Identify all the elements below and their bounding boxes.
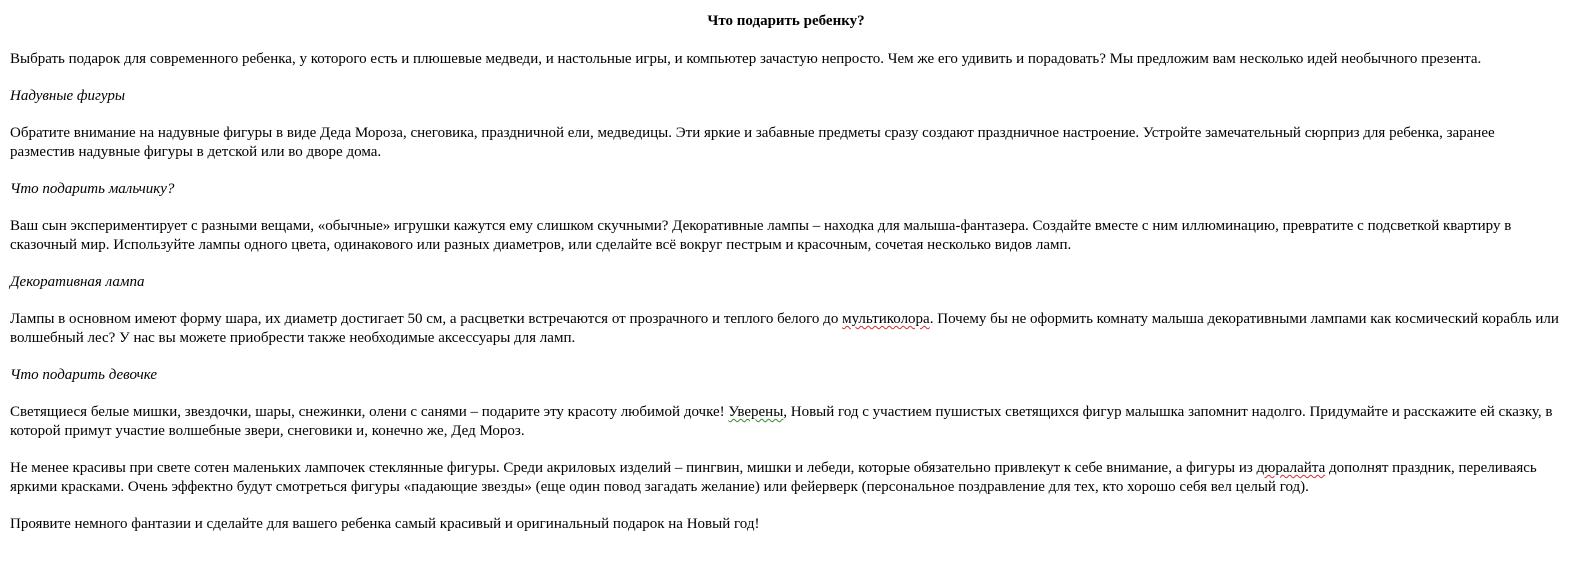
document-body xyxy=(10,0,1562,534)
paragraph-glass-figures-part2: дополнят праздник, переливаясь яркими красками. Очень эффектно будут смотреться фигуры «падающие звезды» (еще один повод загадать желание) или фейерверк (персональное поздравление для тех, кто хорошо себя вел целый год). xyxy=(10,460,1537,495)
paragraph-gift-for-girl-part2: , Новый год с участием пушистых светящихся фигур малышка запомнит надолго. Придумайте и расскажите ей сказку, в которой примут участие волшебные звери, снеговики и, конечно же, Дед Мороз. xyxy=(10,404,1553,439)
spelling-error-word[interactable]: мультиколора xyxy=(842,311,930,327)
paragraph-glass-figures-part1: Не менее красивы при свете сотен маленьких лампочек стеклянные фигуры. Среди акриловых изделий – пингвин, мишки и лебеди, которые обязательно привлекут к себе внимание, а фигуры из xyxy=(10,460,1257,476)
heading-gift-for-boy: Что подарить мальчику? xyxy=(10,181,175,197)
paragraph-gift-for-girl xyxy=(10,403,1562,441)
paragraph-gift-for-boy: Ваш сын экспериментирует с разными вещами, «обычные» игрушки кажутся ему слишком скучными? Декоративные лампы – находка для малыша-фантазера. Создайте вместе с ним иллюминацию, превратите с подсветкой квартиру в сказочный мир. Используйте лампы одного цвета, одинакового или разных диаметров, или сделайте всё вокруг пестрым и красочным, сочетая несколько видов ламп. xyxy=(10,218,1512,253)
paragraph-inflatable-figures: Обратите внимание на надувные фигуры в виде Деда Мороза, снеговика, праздничной ели, медведицы. Эти яркие и забавные предметы сразу создают праздничное настроение. Устройте замечательный сюрприз для ребенка, заранее разместив надувные фигуры в детской или во дворе дома. xyxy=(10,125,1495,160)
heading-inflatable-figures: Надувные фигуры xyxy=(10,88,126,104)
heading-decorative-lamp: Декоративная лампа xyxy=(10,274,145,290)
heading-gift-for-girl: Что подарить девочке xyxy=(10,367,158,383)
grammar-error-word[interactable]: Уверены xyxy=(728,404,784,420)
paragraph-decorative-lamp xyxy=(10,310,1562,348)
paragraph-gift-for-girl-part1: Светящиеся белые мишки, звездочки, шары, снежинки, олени с санями – подарите эту красоту любимой дочке! xyxy=(10,404,729,420)
paragraph-decorative-lamp-part1: Лампы в основном имеют форму шара, их диаметр достигает 50 см, а расцветки встречаются от прозрачного и теплого белого до xyxy=(10,311,843,327)
document-title: Что подарить ребенку? xyxy=(707,13,865,29)
spelling-error-word[interactable]: дюралайта xyxy=(1256,460,1326,476)
paragraph-decorative-lamp-part2: . Почему бы не оформить комнату малыша декоративными лампами как космический корабль или волшебный лес? У нас вы можете приобрести также необходимые аксессуары для ламп. xyxy=(10,311,1559,346)
closing-paragraph: Проявите немного фантазии и сделайте для вашего ребенка самый красивый и оригинальный подарок на Новый год! xyxy=(10,516,760,532)
paragraph-glass-figures xyxy=(10,459,1562,497)
intro-paragraph: Выбрать подарок для современного ребенка, у которого есть и плюшевые медведи, и настольные игры, и компьютер зачастую непросто. Чем же его удивить и порадовать? Мы предложим вам несколько идей необычного презента. xyxy=(10,51,1482,67)
